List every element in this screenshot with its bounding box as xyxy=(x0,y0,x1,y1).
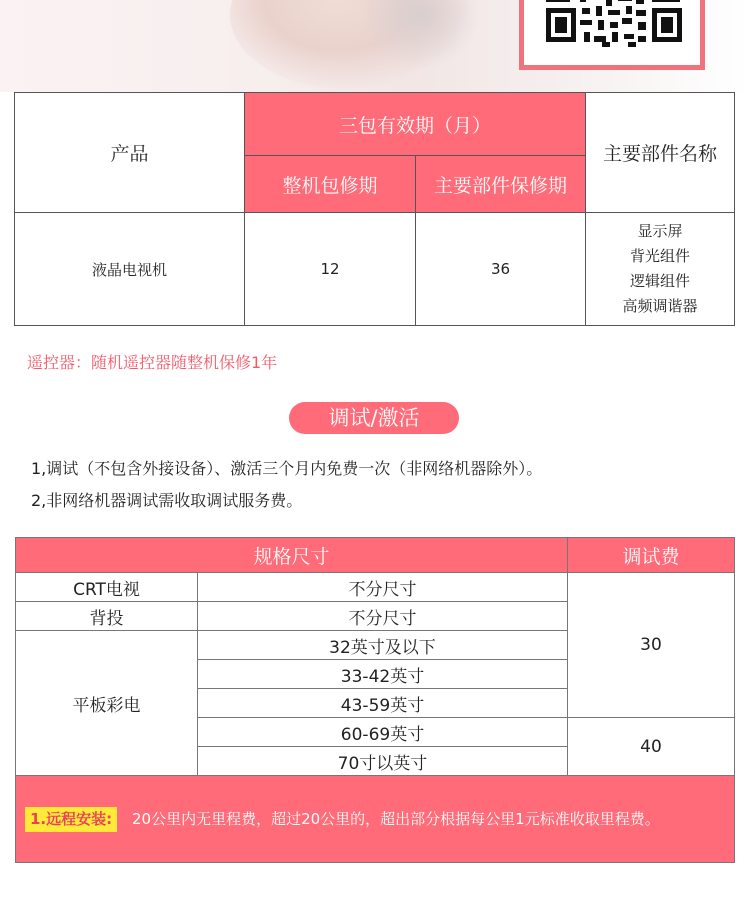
parts-warranty-header: 主要部件保修期 xyxy=(416,156,586,213)
type-cell: 平板彩电 xyxy=(16,631,198,776)
qr-code-frame xyxy=(519,0,705,70)
qr-code-icon xyxy=(536,0,692,50)
part-item: 高频调谐器 xyxy=(622,297,698,315)
whole-warranty-value: 12 xyxy=(245,213,416,326)
product-cell: 液晶电视机 xyxy=(15,213,245,326)
period-header: 三包有效期（月） xyxy=(245,93,586,156)
product-header: 产品 xyxy=(15,93,245,213)
size-cell: 32英寸及以下 xyxy=(198,631,568,660)
part-item: 显示屏 xyxy=(637,222,683,240)
spec-header: 规格尺寸 xyxy=(16,538,568,573)
size-cell: 33-42英寸 xyxy=(198,660,568,689)
size-cell: 60-69英寸 xyxy=(198,718,568,747)
hero-banner xyxy=(0,0,750,92)
type-cell: 背投 xyxy=(16,602,198,631)
install-badge: 1.远程安装: xyxy=(25,807,117,832)
size-cell: 70寸以英寸 xyxy=(198,747,568,776)
install-text: 20公里内无里程费，超过20公里的，超出部分根据每公里1元标准收取里程费。 xyxy=(132,810,660,828)
install-note-box xyxy=(15,775,735,863)
fee-table xyxy=(15,537,735,776)
debug-note-2: 2,非网络机器调试需收取调试服务费。 xyxy=(31,491,303,510)
size-cell: 不分尺寸 xyxy=(198,573,568,602)
parts-warranty-value: 36 xyxy=(416,213,586,326)
size-cell: 43-59英寸 xyxy=(198,689,568,718)
type-cell: CRT电视 xyxy=(16,573,198,602)
parts-list xyxy=(586,213,735,326)
fee-value-cell: 40 xyxy=(568,718,735,776)
parts-name-header: 主要部件名称 xyxy=(586,93,735,213)
remote-warranty-note: 遥控器：随机遥控器随整机保修1年 xyxy=(27,353,278,372)
fee-value-cell: 30 xyxy=(568,573,735,718)
size-cell: 不分尺寸 xyxy=(198,602,568,631)
warranty-table xyxy=(14,92,735,326)
part-item: 逻辑组件 xyxy=(629,272,690,290)
whole-warranty-header: 整机包修期 xyxy=(245,156,416,213)
debug-note-1: 1,调试（不包含外接设备）、激活三个月内免费一次（非网络机器除外）。 xyxy=(31,459,543,478)
debug-section-title: 调试/激活 xyxy=(289,402,459,434)
part-item: 背光组件 xyxy=(629,247,690,265)
fee-header: 调试费 xyxy=(568,538,735,573)
